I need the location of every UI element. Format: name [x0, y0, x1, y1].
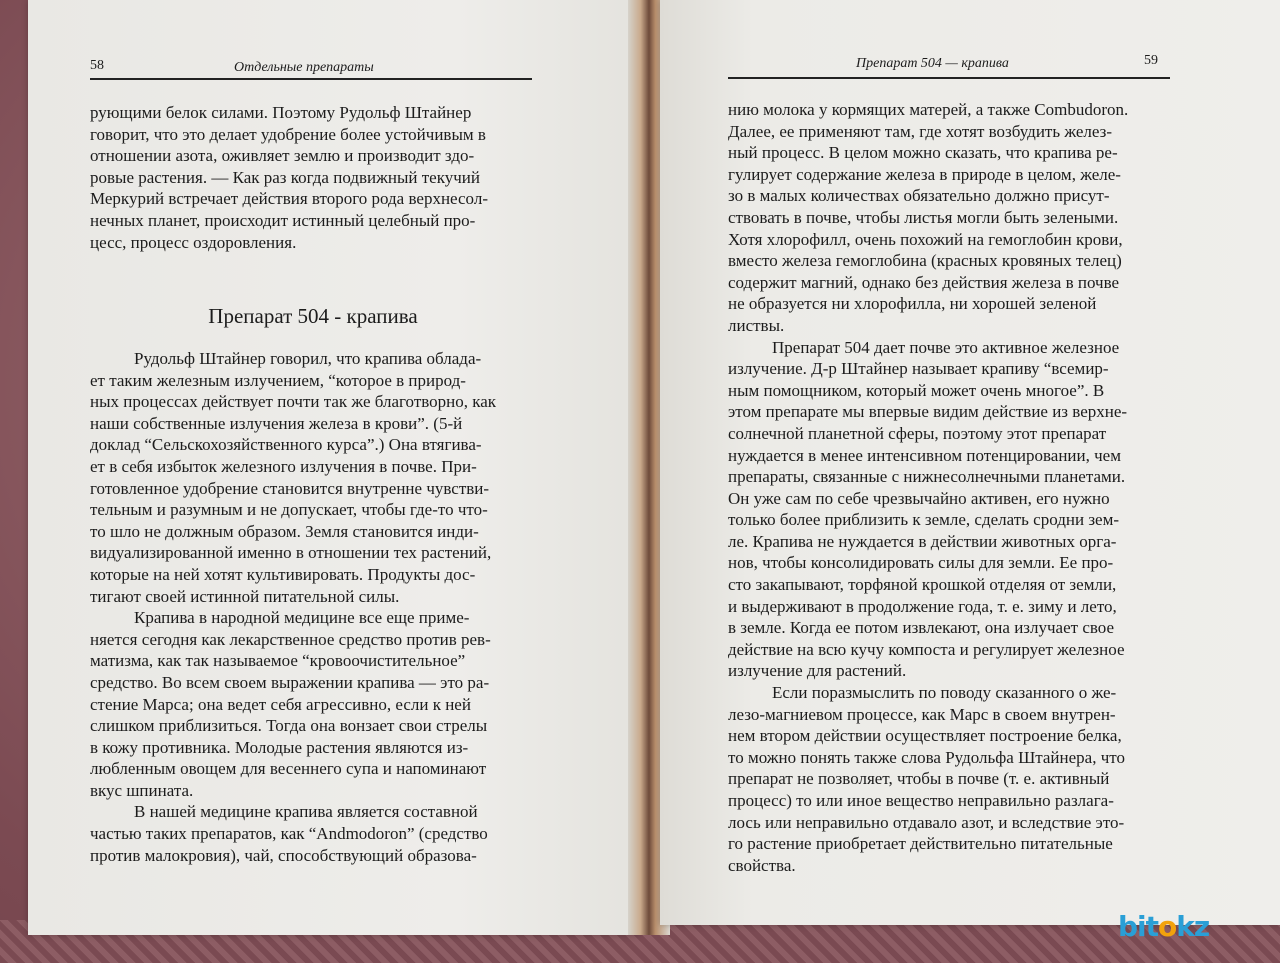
- text-line: стение Марса; она ведет себя агрессивно, если к ней: [90, 694, 471, 714]
- right-body: [728, 99, 1176, 876]
- text-line: видуализированной именно в отношении тех растений,: [90, 543, 492, 563]
- left-body: [90, 348, 536, 866]
- text-line: ным помощником, который может очень многое”. В: [728, 380, 1105, 400]
- text-line: то шло не должным образом. Земля становится инди-: [90, 521, 479, 541]
- text-line: в кожу противника. Молодые растения являются из-: [90, 737, 469, 757]
- bitokz-watermark-logo: [1118, 910, 1209, 943]
- right-page: [660, 0, 1280, 925]
- text-line: тельным и разумным и не допускает, чтобы где-то что-: [90, 500, 488, 520]
- watermark-part1: bit: [1118, 910, 1159, 943]
- text-line: ствовать в почве, чтобы листья могли быть зелеными.: [728, 207, 1119, 227]
- text-line: зо в малых количествах обязательно должно присут-: [728, 186, 1110, 206]
- text-line: против малокровия), чай, способствующий образова-: [90, 845, 477, 865]
- text-line: в земле. Когда ее потом извлекают, она излучает свое: [728, 618, 1115, 638]
- text-line: этом препарате мы впервые видим действие из верхне-: [728, 402, 1128, 422]
- text-line: солнечной планетной сферы, поэтому этот препарат: [728, 423, 1107, 443]
- text-line: препараты, связанные с нижнесолнечными планетами.: [728, 467, 1126, 487]
- text-line: наши собственные излучения железа в крови”. (5-й: [90, 413, 463, 433]
- text-line: няется сегодня как лекарственное средство против рев-: [90, 629, 491, 649]
- right-para2: [728, 337, 1176, 683]
- text-line: и выдерживают в продолжение года, т. е. зиму и лето,: [728, 596, 1117, 616]
- page-number-left: 58: [90, 58, 104, 73]
- text-line: нечных планет, происходит истинный целебный про-: [90, 210, 476, 230]
- text-line: Крапива в народной медицине все еще приме-: [134, 608, 470, 628]
- watermark-part2: o: [1158, 910, 1177, 943]
- text-line: излучение. Д-р Штайнер называет крапиву “всемир-: [728, 359, 1109, 379]
- text-line: нию молока у кормящих матерей, а также Combudoron.: [728, 100, 1129, 119]
- text-line: любленным овощем для весеннего супа и напоминают: [90, 759, 487, 779]
- header-rule-left: [90, 78, 532, 80]
- text-line: то можно понять также слова Рудольфа Штайнера, что: [728, 747, 1125, 767]
- left-para3: [90, 801, 536, 866]
- text-line: ет в себя избыток железного излучения в почве. При-: [90, 456, 477, 476]
- text-line: рующими белок силами. Поэтому Рудольф Штайнер: [90, 103, 472, 122]
- left-para1: [90, 348, 536, 607]
- text-line: цесс, процесс оздоровления.: [90, 232, 297, 252]
- left-page: [28, 0, 640, 935]
- text-line: ровые растения. — Как раз когда подвижный текучий: [90, 167, 480, 187]
- text-line: слишком приблизиться. Тогда она вонзает свои стрелы: [90, 716, 488, 736]
- text-line: процесс) то или иное вещество неправильно разлага-: [728, 791, 1114, 810]
- text-line: нуждается в менее интенсивном потенцировании, чем: [728, 445, 1121, 465]
- text-line: вкус шпината.: [90, 780, 194, 800]
- text-line: готовленное удобрение становится внутренне чувстви-: [90, 478, 490, 498]
- text-line: ных процессах действует почти так же благотворно, как: [90, 392, 497, 412]
- text-line: не образуется ни хлорофилла, ни хорошей зеленой: [728, 294, 1097, 314]
- text-line: В нашей медицине крапива является составной: [134, 802, 478, 822]
- text-line: только более приблизить к земле, сделать сродни зем-: [728, 510, 1120, 530]
- text-line: ный процесс. В целом можно сказать, что крапива ре-: [728, 143, 1118, 163]
- text-line: говорит, что это делает удобрение более устойчивым в: [90, 124, 486, 144]
- section-heading: Препарат 504 - крапива: [208, 304, 418, 328]
- text-line: Рудольф Штайнер говорил, что крапива облада-: [134, 349, 482, 368]
- watermark-part3: k: [1176, 910, 1194, 943]
- text-line: свойства.: [728, 855, 796, 875]
- text-line: средство. Во всем своем выражении крапива — это ра-: [90, 672, 490, 692]
- page-number-right: 59: [1144, 53, 1158, 68]
- text-line: лезо-магниевом процессе, как Марс в своем внутрен-: [728, 704, 1116, 724]
- left-top-text: [90, 102, 536, 253]
- text-line: лось или неправильно отдавало азот, и вследствие это-: [728, 812, 1125, 832]
- text-line: препарат не позволяет, чтобы в почве (т. е. активный: [728, 769, 1110, 789]
- text-line: отношении азота, оживляет землю и производит здо-: [90, 146, 475, 166]
- text-line: нов, чтобы консолидировать силы для земли. Ее про-: [728, 553, 1114, 573]
- text-line: Далее, ее применяют там, где хотят возбудить желез-: [728, 121, 1113, 141]
- text-line: излучение для растений.: [728, 661, 907, 681]
- running-head-right: Препарат 504 — крапива: [856, 56, 1009, 71]
- text-line: частью таких препаратов, как “Andmodoron” (средство: [90, 824, 488, 844]
- right-para1: [728, 99, 1176, 337]
- text-line: Меркурий встречает действия второго рода верхнесол-: [90, 189, 488, 209]
- text-line: го растение приобретает действительно питательные: [728, 834, 1113, 854]
- text-line: ле. Крапива не нуждается в действии животных орга-: [728, 531, 1117, 551]
- text-line: нем втором действии осуществляет построение белка,: [728, 726, 1122, 746]
- text-line: Он уже сам по себе чрезвычайно активен, его нужно: [728, 488, 1110, 508]
- text-line: которые на ней хотят культивировать. Продукты дос-: [90, 564, 476, 584]
- text-line: Хотя хлорофилл, очень похожий на гемоглобин крови,: [728, 229, 1123, 249]
- watermark-part4: z: [1193, 910, 1210, 943]
- text-line: сто закапывают, торфяной крошкой отделяя от земли,: [728, 575, 1117, 595]
- text-line: ет таким железным излучением, “которое в природ-: [90, 370, 466, 390]
- text-line: тигают своей истинной питательной силы.: [90, 586, 400, 606]
- text-line: Препарат 504 дает почве это активное железное: [772, 337, 1120, 357]
- left-para2: [90, 607, 536, 801]
- text-line: содержит магний, однако без действия железа в почве: [728, 272, 1120, 292]
- text-line: Если поразмыслить по поводу сказанного о же-: [772, 683, 1117, 703]
- text-line: действие на всю кучу компоста и регулирует железное: [728, 639, 1125, 659]
- running-head-left: Отдельные препараты: [234, 60, 374, 75]
- text-line: матизма, как так называемое “кровоочистительное”: [90, 651, 466, 671]
- header-rule-right: [728, 77, 1170, 79]
- right-para3: [728, 682, 1176, 876]
- text-line: вместо железа гемоглобина (красных кровяных телец): [728, 251, 1122, 271]
- text-line: доклад “Сельскохозяйственного курса”.) Она втягива-: [90, 435, 482, 455]
- text-line: листвы.: [728, 315, 785, 335]
- text-line: гулирует содержание железа в природе в целом, желе-: [728, 164, 1121, 184]
